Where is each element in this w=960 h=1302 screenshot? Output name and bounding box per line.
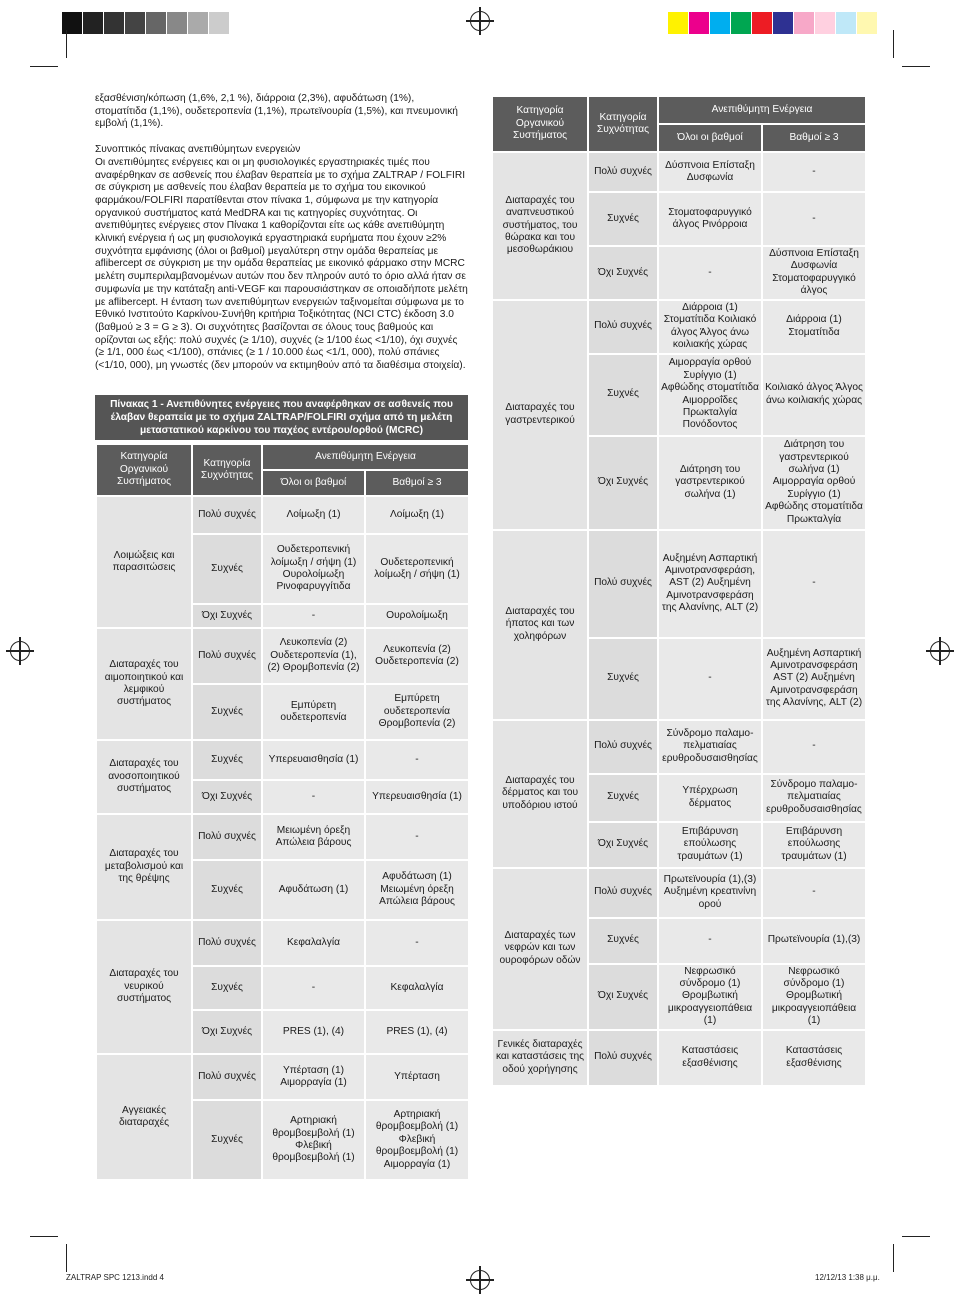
table-row (492, 300, 866, 354)
header-grade3: Βαθμοί ≥ 3 (365, 470, 469, 496)
frequency-cell: Συχνές (588, 192, 658, 246)
grade3-cell: - (762, 152, 866, 192)
frequency-cell: Πολύ συχνές (588, 1030, 658, 1086)
adverse-reactions-table-left (95, 443, 470, 1181)
grade3-cell: - (365, 920, 469, 966)
grade3-cell: Καταστάσεις εξασθένισης (762, 1030, 866, 1086)
system-organ-class-cell: Διαταραχές του ανοσοποιητικού συστήματος (96, 740, 192, 814)
frequency-cell: Όχι Συχνές (588, 246, 658, 300)
system-organ-class-cell: Διαταραχές του γαστρεντερικού (492, 300, 588, 530)
all-grades-cell: Διάτρηση του γαστρεντερικού σωλήνα (1) (658, 436, 762, 530)
header-adverse: Ανεπιθύμητη Ενέργεια (262, 444, 469, 470)
grade3-cell: Αρτηριακή θρομβοεμβολή (1) Φλεβική θρομβοεμβολή (1) Αιμορραγία (1) (365, 1100, 469, 1180)
header-all-grades: Όλοι οι βαθμοί (262, 470, 365, 496)
all-grades-cell: Καταστάσεις εξασθένισης (658, 1030, 762, 1086)
frequency-cell: Πολύ συχνές (588, 868, 658, 918)
cmyk-color-bar (668, 12, 878, 34)
table-row (96, 496, 469, 534)
crop-mark (30, 1236, 58, 1237)
frequency-cell: Όχι Συχνές (588, 822, 658, 868)
grade3-cell: - (365, 814, 469, 860)
grade3-cell: Δύσπνοια Επίσταξη Δυσφωνία Στοματοφαρυγγικό άλγος (762, 246, 866, 300)
adverse-reactions-table-right (491, 95, 867, 1087)
system-organ-class-cell: Διαταραχές του ήπατος και των χοληφόρων (492, 530, 588, 720)
all-grades-cell: Αρτηριακή θρομβοεμβολή (1) Φλεβική θρομβοεμβολή (1) (262, 1100, 365, 1180)
grade3-cell: - (365, 740, 469, 780)
all-grades-cell: Νεφρωσικό σύνδρομο (1) Θρομβωτική μικροαγγειοπάθεια (1) (658, 964, 762, 1030)
system-organ-class-cell: Διαταραχές των νεφρών και των ουροφόρων οδών (492, 868, 588, 1030)
grade3-cell: - (762, 720, 866, 774)
all-grades-cell: - (658, 638, 762, 720)
crop-mark (902, 1236, 930, 1237)
grade3-cell: - (762, 868, 866, 918)
table-row (96, 1054, 469, 1100)
intro-text (95, 93, 468, 373)
frequency-cell: Πολύ συχνές (588, 300, 658, 354)
header-frequency: Κατηγορία Συχνότητας (588, 96, 658, 152)
all-grades-cell: Διάρροια (1) Στοματίτιδα Κοιλιακό άλγος Άλγος άνω κοιλιακής χώρας (658, 300, 762, 354)
table-row (96, 814, 469, 860)
header-frequency: Κατηγορία Συχνότητας (192, 444, 262, 496)
frequency-cell: Όχι Συχνές (192, 780, 262, 814)
grade3-cell: - (762, 192, 866, 246)
all-grades-cell: Δύσπνοια Επίσταξη Δυσφωνία (658, 152, 762, 192)
frequency-cell: Συχνές (588, 774, 658, 822)
intro-paragraph-1: εξασθένιση/κόπωση (1,6%, 2,1 %), διάρροια (2,3%), αφυδάτωση (1%), στοματίτιδα (1,1%), ουδετεροπενία (1,1%), πρωτεϊνουρία (1,5%), και πνευμονική εμβολή (1,1%). (95, 93, 458, 130)
table-row (96, 920, 469, 966)
frequency-cell: Συχνές (192, 684, 262, 740)
all-grades-cell: Ουδετεροπενική λοίμωξη / σήψη (1) Ουρολοίμωξη Ρινοφαρυγγίτιδα (262, 534, 365, 604)
all-grades-cell: Αιμορραγία ορθού Συρίγγιο (1) Αφθώδης στοματίτιδα Αιμορροΐδες Πρωκταλγία Πονόδοντος (658, 354, 762, 436)
frequency-cell: Συχνές (192, 966, 262, 1010)
all-grades-cell: Υπέρχρωση δέρματος (658, 774, 762, 822)
frequency-cell: Πολύ συχνές (588, 530, 658, 638)
system-organ-class-cell: Αγγειακές διαταραχές (96, 1054, 192, 1180)
footer-file-name: ZALTRAP SPC 1213.indd 4 (66, 1273, 164, 1282)
crop-mark (893, 30, 894, 58)
frequency-cell: Πολύ συχνές (588, 152, 658, 192)
crop-mark (893, 1244, 894, 1272)
grade3-cell: Κοιλιακό άλγος Άλγος άνω κοιλιακής χώρας (762, 354, 866, 436)
table-row (96, 628, 469, 684)
system-organ-class-cell: Διαταραχές του αναπνευστικού συστήματος, του θώρακα και του μεσοθωράκιου (492, 152, 588, 300)
grade3-cell: Διάρροια (1) Στοματίτιδα (762, 300, 866, 354)
all-grades-cell: Κεφαλαλγία (262, 920, 365, 966)
grade3-cell: Κεφαλαλγία (365, 966, 469, 1010)
all-grades-cell: - (262, 966, 365, 1010)
all-grades-cell: Υπέρταση (1) Αιμορραγία (1) (262, 1054, 365, 1100)
header-system: Κατηγορία Οργανικού Συστήματος (96, 444, 192, 496)
frequency-cell: Πολύ συχνές (588, 720, 658, 774)
registration-mark-left-icon (10, 641, 30, 661)
table-row (492, 720, 866, 774)
grade3-cell: Ουρολοίμωξη (365, 604, 469, 628)
all-grades-cell: Λοίμωξη (1) (262, 496, 365, 534)
all-grades-cell: Μειωμένη όρεξη Απώλεια βάρους (262, 814, 365, 860)
all-grades-cell: - (658, 246, 762, 300)
frequency-cell: Όχι Συχνές (588, 964, 658, 1030)
registration-mark-right-icon (930, 641, 950, 661)
table-row (96, 740, 469, 780)
frequency-cell: Πολύ συχνές (192, 628, 262, 684)
frequency-cell: Συχνές (192, 1100, 262, 1180)
system-organ-class-cell: Διαταραχές του αιμοποιητικού και λεμφικού συστήματος (96, 628, 192, 740)
frequency-cell: Όχι Συχνές (588, 436, 658, 530)
frequency-cell: Πολύ συχνές (192, 814, 262, 860)
crop-mark (30, 66, 58, 67)
all-grades-cell: PRES (1), (4) (262, 1010, 365, 1054)
frequency-cell: Συχνές (192, 534, 262, 604)
all-grades-cell: - (262, 780, 365, 814)
table-caption: Πίνακας 1 - Ανεπιθύνητες ενέργειες που αναφέρθηκαν σε ασθενείς που έλαβαν θεραπεία με το σχήμα ZALTRAP/FOLFIRI σχήμα από τη μελέτη μεταστατικού καρκίνου του παχέος εντέρου/ορθού (MCRC) (95, 395, 468, 440)
table-row (492, 1030, 866, 1086)
grade3-cell: Υπερευαισθησία (1) (365, 780, 469, 814)
grade3-cell: Υπέρταση (365, 1054, 469, 1100)
all-grades-cell: - (658, 918, 762, 964)
grade3-cell: Αφυδάτωση (1) Μειωμένη όρεξη Απώλεια βάρους (365, 860, 469, 920)
frequency-cell: Συχνές (588, 354, 658, 436)
header-system: Κατηγορία Οργανικού Συστήματος (492, 96, 588, 152)
grade3-cell: Πρωτεϊνουρία (1),(3) (762, 918, 866, 964)
grade3-cell: Επιβάρυνση επούλωσης τραυμάτων (1) (762, 822, 866, 868)
frequency-cell: Συχνές (192, 740, 262, 780)
system-organ-class-cell: Λοιμώξεις και παρασιτώσεις (96, 496, 192, 628)
registration-mark-top-icon (470, 11, 490, 31)
all-grades-cell: Υπερευαισθησία (1) (262, 740, 365, 780)
all-grades-cell: Αυξημένη Ασπαρτική Αμινοτρανσφεράση, AST (2) Αυξημένη Αμινοτρανσφεράση της Αλανίνης, ALT (2) (658, 530, 762, 638)
table-row (492, 868, 866, 918)
intro-section-title: Συνοπτικός πίνακας ανεπιθύμητων ενεργειών (95, 144, 301, 156)
grade3-cell: Διάτρηση του γαστρεντερικού σωλήνα (1) Αιμορραγία ορθού Συρίγγιο (1) Αφθώδης στοματίτιδα Πρωκταλγία (762, 436, 866, 530)
crop-mark (66, 1244, 67, 1272)
all-grades-cell: Επιβάρυνση επούλωσης τραυμάτων (1) (658, 822, 762, 868)
all-grades-cell: Εμπύρετη ουδετεροπενία (262, 684, 365, 740)
system-organ-class-cell: Διαταραχές του μεταβολισμού και της θρέψης (96, 814, 192, 920)
crop-mark (66, 30, 67, 58)
all-grades-cell: Πρωτεϊνουρία (1),(3) Αυξημένη κρεατινίνη ορού (658, 868, 762, 918)
system-organ-class-cell: Διαταραχές του νευρικού συστήματος (96, 920, 192, 1054)
grade3-cell: Νεφρωσικό σύνδρομο (1) Θρομβωτική μικροαγγειοπάθεια (1) (762, 964, 866, 1030)
all-grades-cell: Αφυδάτωση (1) (262, 860, 365, 920)
system-organ-class-cell: Γενικές διαταραχές και καταστάσεις της οδού χορήγησης (492, 1030, 588, 1086)
header-adverse: Ανεπιθύμητη Ενέργεια (658, 96, 866, 124)
grade3-cell: Εμπύρετη ουδετεροπενία Θρομβοπενία (2) (365, 684, 469, 740)
frequency-cell: Πολύ συχνές (192, 496, 262, 534)
grade3-cell: Αυξημένη Ασπαρτική Αμινοτρανσφεράση AST (2) Αυξημένη Αμινοτρανσφεράση της Αλανίνης, ALT (2) (762, 638, 866, 720)
footer-timestamp: 12/12/13 1:38 μ.μ. (815, 1273, 880, 1282)
intro-paragraph-2: Οι ανεπιθύμητες ενέργειες και οι μη φυσιολογικές εργαστηριακές τιμές που αναφέρθηκαν σε ασθενείς που έλαβαν θεραπεία με το σχήμα ZALTRAP / FOLFIRI σε σύγκριση με ασθενείς που έλαβαν θεραπεία με το σχήμα του εικονικού φαρμάκου/FOLFIRI παρατίθενται στον πίνακα 1, σύμφωνα με την κατηγορία οργανικού συστήματος κατά MedDRA και τις κατηγορίες συχνότητας. Οι ανεπιθύμητες ενέργειες στον Πίνακα 1 καθορίζονται είτε ως κάθε ανεπιθύμητη κλινική ενέργεια ή ως μη φυσιολογικά εργαστηριακά ευρήματα που έχουν ≥2% συχνότητα εμφάνισης (όλοι οι βαθμοί) μεγαλύτερη στην ομάδα θεραπείας με aflibercept σε σύγκριση με την ομάδα θεραπείας με εικονικό φάρμακο στην MCRC μελέτη συμπεριλαμβανομένων αυτών που δεν πληρούν αυτό το όριο αλλά ήταν σε συμφωνία με την κατάταξη anti-VEGF και παρουσιάστηκαν σε οποιαδήποτε μελέτη με aflibercept. Η ένταση των ανεπιθύμητων ενεργειών ταξινομείται σύμφωνα με το Εθνικό Ινστιτούτο Καρκίνου-Συνήθη κριτήρια Τοξικότητας (NCI CTC) έκδοση 3.0 (βαθμού ≥ 3 = G ≥ 3). Οι συχνότητες βασίζονται σε όλους τους βαθμούς και ορίζονται ως εξής: πολύ συχνές (≥ 1/10), συχνές (≥ 1/100 έως <1/10), όχι συχνές (≥ 1/1, 000 έως <1/100), σπάνιες (≥ 1 / 10.000 έως <1/1, 000), πολύ σπάνιες (<1/10, 000), μη γνωστές (δεν μπορούν να εκτιμηθούν από τα διαθέσιμα στοιχεία). (95, 156, 468, 372)
grade3-cell: Λοίμωξη (1) (365, 496, 469, 534)
frequency-cell: Συχνές (588, 918, 658, 964)
system-organ-class-cell: Διαταραχές του δέρματος και του υποδόριου ιστού (492, 720, 588, 868)
grade3-cell: Λευκοπενία (2) Ουδετεροπενία (2) (365, 628, 469, 684)
frequency-cell: Όχι Συχνές (192, 604, 262, 628)
all-grades-cell: Λευκοπενία (2) Ουδετεροπενία (1), (2) Θρομβοπενία (2) (262, 628, 365, 684)
all-grades-cell: Σύνδρομο παλαμο-πελματιαίας ερυθροδυσαισθησίας (658, 720, 762, 774)
crop-mark (902, 66, 930, 67)
registration-mark-bottom-icon (470, 1270, 490, 1290)
table-row (492, 152, 866, 192)
table-row (492, 530, 866, 638)
grade3-cell: Ουδετεροπενική λοίμωξη / σήψη (1) (365, 534, 469, 604)
frequency-cell: Πολύ συχνές (192, 920, 262, 966)
frequency-cell: Πολύ συχνές (192, 1054, 262, 1100)
grade3-cell: Σύνδρομο παλαμο-πελματιαίας ερυθροδυσαισθησίας (762, 774, 866, 822)
grayscale-color-bar (62, 12, 230, 34)
all-grades-cell: - (262, 604, 365, 628)
grade3-cell: PRES (1), (4) (365, 1010, 469, 1054)
all-grades-cell: Στοματοφαρυγγικό άλγος Ρινόρροια (658, 192, 762, 246)
frequency-cell: Συχνές (588, 638, 658, 720)
header-all-grades: Όλοι οι βαθμοί (658, 124, 762, 152)
frequency-cell: Συχνές (192, 860, 262, 920)
frequency-cell: Όχι Συχνές (192, 1010, 262, 1054)
grade3-cell: - (762, 530, 866, 638)
header-grade3: Βαθμοί ≥ 3 (762, 124, 866, 152)
